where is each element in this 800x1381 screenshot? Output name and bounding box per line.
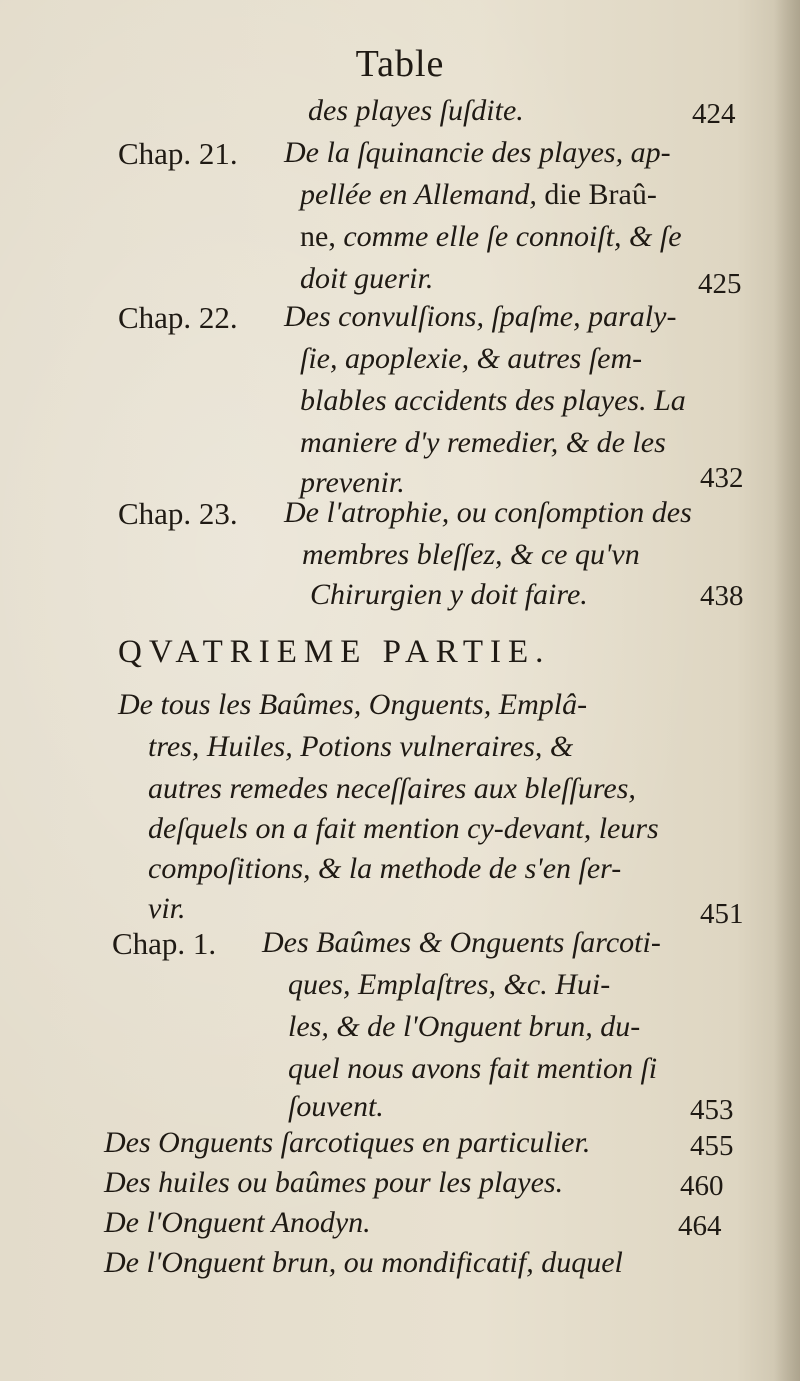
toc-line	[148, 814, 659, 844]
toc-text: des playes ſuſdite.	[308, 94, 524, 127]
toc-text: autres remedes neceſſaires aux bleſſures,	[148, 772, 636, 805]
chapter-label: Chap. 22.	[118, 300, 238, 335]
chapter-label: Chap. 1.	[112, 926, 217, 961]
toc-line	[104, 1128, 590, 1158]
page-number: 425	[698, 268, 742, 300]
toc-text: ques, Emplaſtres, &c. Hui-	[288, 968, 611, 1001]
toc-line	[148, 894, 186, 924]
toc-line	[300, 344, 642, 374]
toc-line	[104, 1208, 371, 1238]
toc-line	[300, 428, 666, 458]
page-number: 455	[690, 1130, 734, 1162]
toc-text: Des convulſions, ſpaſme, paraly-	[284, 300, 677, 333]
toc-line	[148, 854, 621, 884]
toc-text: vir.	[148, 892, 186, 925]
toc-line	[284, 498, 692, 528]
toc-line	[288, 970, 610, 1000]
toc-line	[288, 1092, 384, 1122]
toc-line	[118, 690, 587, 720]
toc-line	[118, 138, 238, 170]
toc-line	[288, 1012, 640, 1042]
page-number: 460	[680, 1170, 724, 1202]
page-gutter-shadow	[774, 0, 800, 1381]
toc-text: compoſitions, & la methode de s'en ſer-	[148, 852, 622, 885]
page-number: 438	[700, 580, 744, 612]
toc-line	[104, 1248, 623, 1278]
toc-text: membres bleſſez, & ce qu'vn	[302, 538, 640, 571]
toc-line	[284, 138, 671, 168]
toc-text: De l'atrophie, ou conſomption des	[284, 496, 692, 529]
toc-text: Des Baûmes & Onguents ſarcoti-	[262, 926, 661, 959]
toc-line	[104, 1168, 563, 1198]
toc-text: pellée en Allemand,	[300, 178, 537, 211]
toc-text: ſie, apoplexie, & autres ſem-	[300, 342, 643, 375]
toc-line	[118, 302, 238, 334]
page-number: 451	[700, 898, 744, 930]
toc-line	[300, 386, 686, 416]
part-heading: QVATRIEME PARTIE.	[118, 634, 551, 670]
toc-line	[302, 540, 640, 570]
toc-line	[262, 928, 661, 958]
toc-line	[300, 468, 405, 498]
toc-text: Chirurgien y doit faire.	[310, 578, 588, 611]
toc-text: doit guerir.	[300, 262, 434, 295]
toc-line	[148, 732, 573, 762]
toc-text: De l'Onguent Anodyn.	[104, 1206, 371, 1239]
toc-line	[112, 928, 216, 960]
toc-text: prevenir.	[300, 466, 405, 499]
toc-text-roman: die Braû-	[536, 178, 657, 211]
toc-line	[288, 1054, 657, 1084]
page-number: 424	[692, 98, 736, 130]
toc-line	[300, 180, 657, 210]
page-number: 453	[690, 1094, 734, 1126]
toc-text: De la ſquinancie des playes, ap-	[284, 136, 671, 169]
toc-text: De tous les Baûmes, Onguents, Emplâ-	[118, 688, 588, 721]
page-number: 464	[678, 1210, 722, 1242]
toc-text: blables accidents des playes. La	[300, 384, 686, 417]
toc-line	[310, 580, 588, 610]
chapter-label: Chap. 23.	[118, 496, 238, 531]
toc-text: deſquels on a fait mention cy-devant, leurs	[148, 812, 659, 845]
toc-text: Des huiles ou baûmes pour les playes.	[104, 1166, 564, 1199]
toc-text: Des Onguents ſarcotiques en particulier.	[104, 1126, 591, 1159]
toc-text-roman: ne,	[300, 220, 336, 253]
running-header: Table	[355, 43, 445, 85]
toc-text: maniere d'y remedier, & de les	[300, 426, 666, 459]
chapter-label: Chap. 21.	[118, 136, 238, 171]
toc-text: ſouvent.	[288, 1090, 384, 1123]
toc-text: les, & de l'Onguent brun, du-	[288, 1010, 641, 1043]
toc-line	[284, 302, 676, 332]
toc-line	[148, 774, 636, 804]
page-number: 432	[700, 462, 744, 494]
toc-text: tres, Huiles, Potions vulneraires, &	[148, 730, 574, 763]
toc-line	[118, 498, 238, 530]
toc-text: quel nous avons fait mention ſi	[288, 1052, 658, 1085]
toc-line	[308, 96, 524, 126]
toc-text: comme elle ſe connoiſt, & ſe	[335, 220, 682, 253]
toc-line	[300, 264, 433, 294]
toc-line	[300, 222, 682, 252]
toc-text: De l'Onguent brun, ou mondificatif, duquel	[104, 1246, 623, 1279]
